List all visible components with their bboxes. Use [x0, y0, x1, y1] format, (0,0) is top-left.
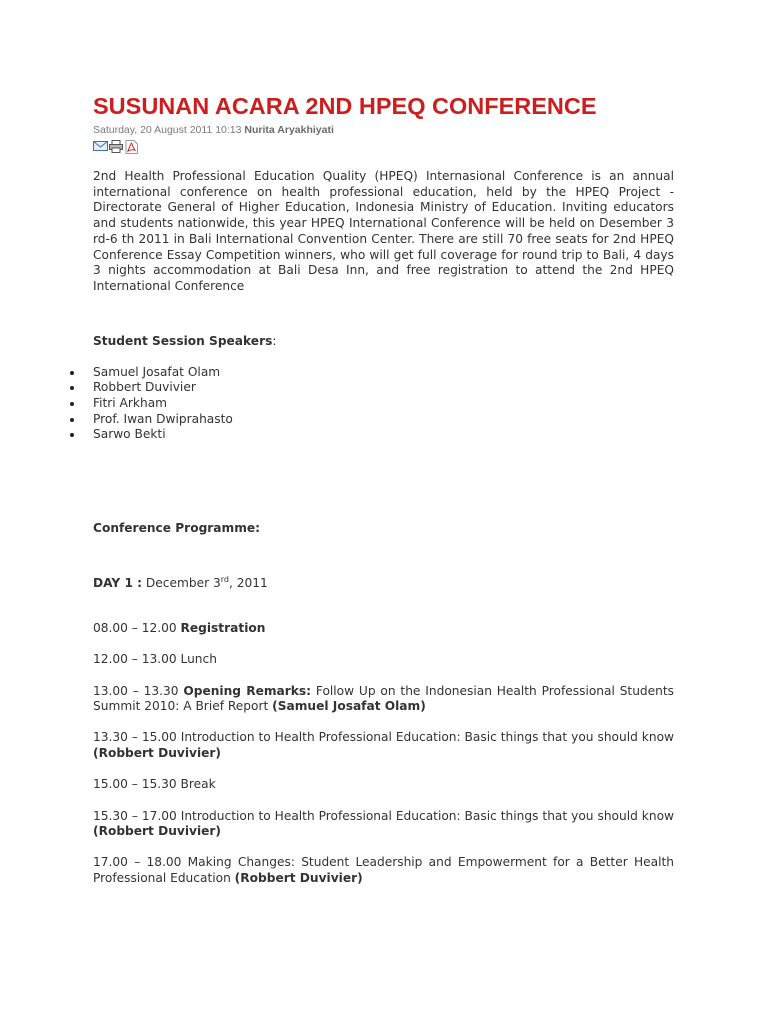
- schedule-time: 15.30 – 17.00: [93, 808, 181, 823]
- schedule-time: 13.00 – 13.30: [93, 683, 184, 698]
- schedule-text: Introduction to Health Professional Education: Basic things that you should know: [180, 808, 674, 823]
- day-year: , 2011: [228, 576, 268, 591]
- article-date: Saturday, 20 August 2011 10:13: [93, 124, 242, 136]
- schedule-time: 08.00 – 12.00: [93, 621, 181, 636]
- day-heading: [93, 575, 674, 591]
- email-icon[interactable]: [93, 140, 107, 153]
- list-item: Samuel Josafat Olam: [68, 365, 674, 381]
- speakers-heading-text: Student Session Speakers: [93, 333, 273, 348]
- schedule-speaker: (Robbert Duvivier): [93, 746, 222, 761]
- speakers-heading-colon: :: [272, 333, 277, 348]
- list-item: Prof. Iwan Dwiprahasto: [68, 412, 674, 428]
- schedule-speaker: (Samuel Josafat Olam): [272, 699, 426, 714]
- list-item: Sarwo Bekti: [68, 427, 674, 443]
- intro-paragraph: 2nd Health Professional Education Quality (HPEQ) Internasional Conference is an annual international conference on health professional education, held by the HPEQ Project - Directorate General of Higher Education, Indonesia Ministry of Education. Inviting educators and students nationwide, this year HPEQ International Conference will be held on Desember 3 rd-6 th 2011 in Bali International Convention Center. There are still 70 free seats for 2nd HPEQ Conference Essay Competition winners, who will get full coverage for round trip to Bali, 4 days 3 nights accommodation at Bali Desa Inn, and free registration to attend the 2nd HPEQ International Conference: [93, 169, 674, 293]
- speakers-heading: [93, 333, 674, 349]
- schedule-time: 12.00 – 13.00 Lunch: [93, 652, 217, 667]
- schedule-item: [93, 777, 674, 793]
- speakers-list: [68, 365, 674, 444]
- print-icon[interactable]: [109, 140, 123, 153]
- programme-heading: Conference Programme:: [93, 521, 261, 536]
- article-meta: [93, 124, 674, 137]
- schedule-title: Opening Remarks:: [183, 683, 312, 698]
- schedule-title: Registration: [180, 621, 266, 636]
- schedule-time: 17.00 – 18.00: [93, 855, 188, 870]
- day-label: DAY 1 :: [93, 576, 143, 591]
- schedule-text: Making Changes: Student Leadership and Empowerment for a Better Health Professional Education: [93, 855, 674, 886]
- schedule-item: [93, 809, 674, 840]
- list-item: Robbert Duvivier: [68, 380, 674, 396]
- schedule-item: [93, 684, 674, 715]
- schedule: [93, 621, 674, 887]
- schedule-time: 15.00 – 15.30 Break: [93, 777, 216, 792]
- schedule-item: [93, 730, 674, 761]
- list-item: Fitri Arkham: [68, 396, 674, 412]
- schedule-text: Follow Up on the Indonesian Health Professional Students Summit 2010: A Brief Report: [93, 683, 675, 714]
- day-date: December 3: [145, 576, 221, 591]
- article-actions: [93, 139, 674, 153]
- article: [93, 93, 674, 902]
- schedule-speaker: (Robbert Duvivier): [234, 871, 363, 886]
- pdf-icon[interactable]: [125, 140, 139, 153]
- day-date-sup: rd: [220, 575, 229, 585]
- article-author[interactable]: Nurita Aryakhiyati: [244, 124, 334, 136]
- schedule-text: Introduction to Health Professional Education: Basic things that you should know: [180, 730, 674, 745]
- schedule-item: [93, 855, 674, 886]
- schedule-time: 13.30 – 15.00: [93, 730, 181, 745]
- schedule-item: [93, 652, 674, 668]
- schedule-speaker: (Robbert Duvivier): [93, 824, 222, 839]
- schedule-item: [93, 621, 674, 637]
- page-title: SUSUNAN ACARA 2ND HPEQ CONFERENCE: [93, 93, 597, 119]
